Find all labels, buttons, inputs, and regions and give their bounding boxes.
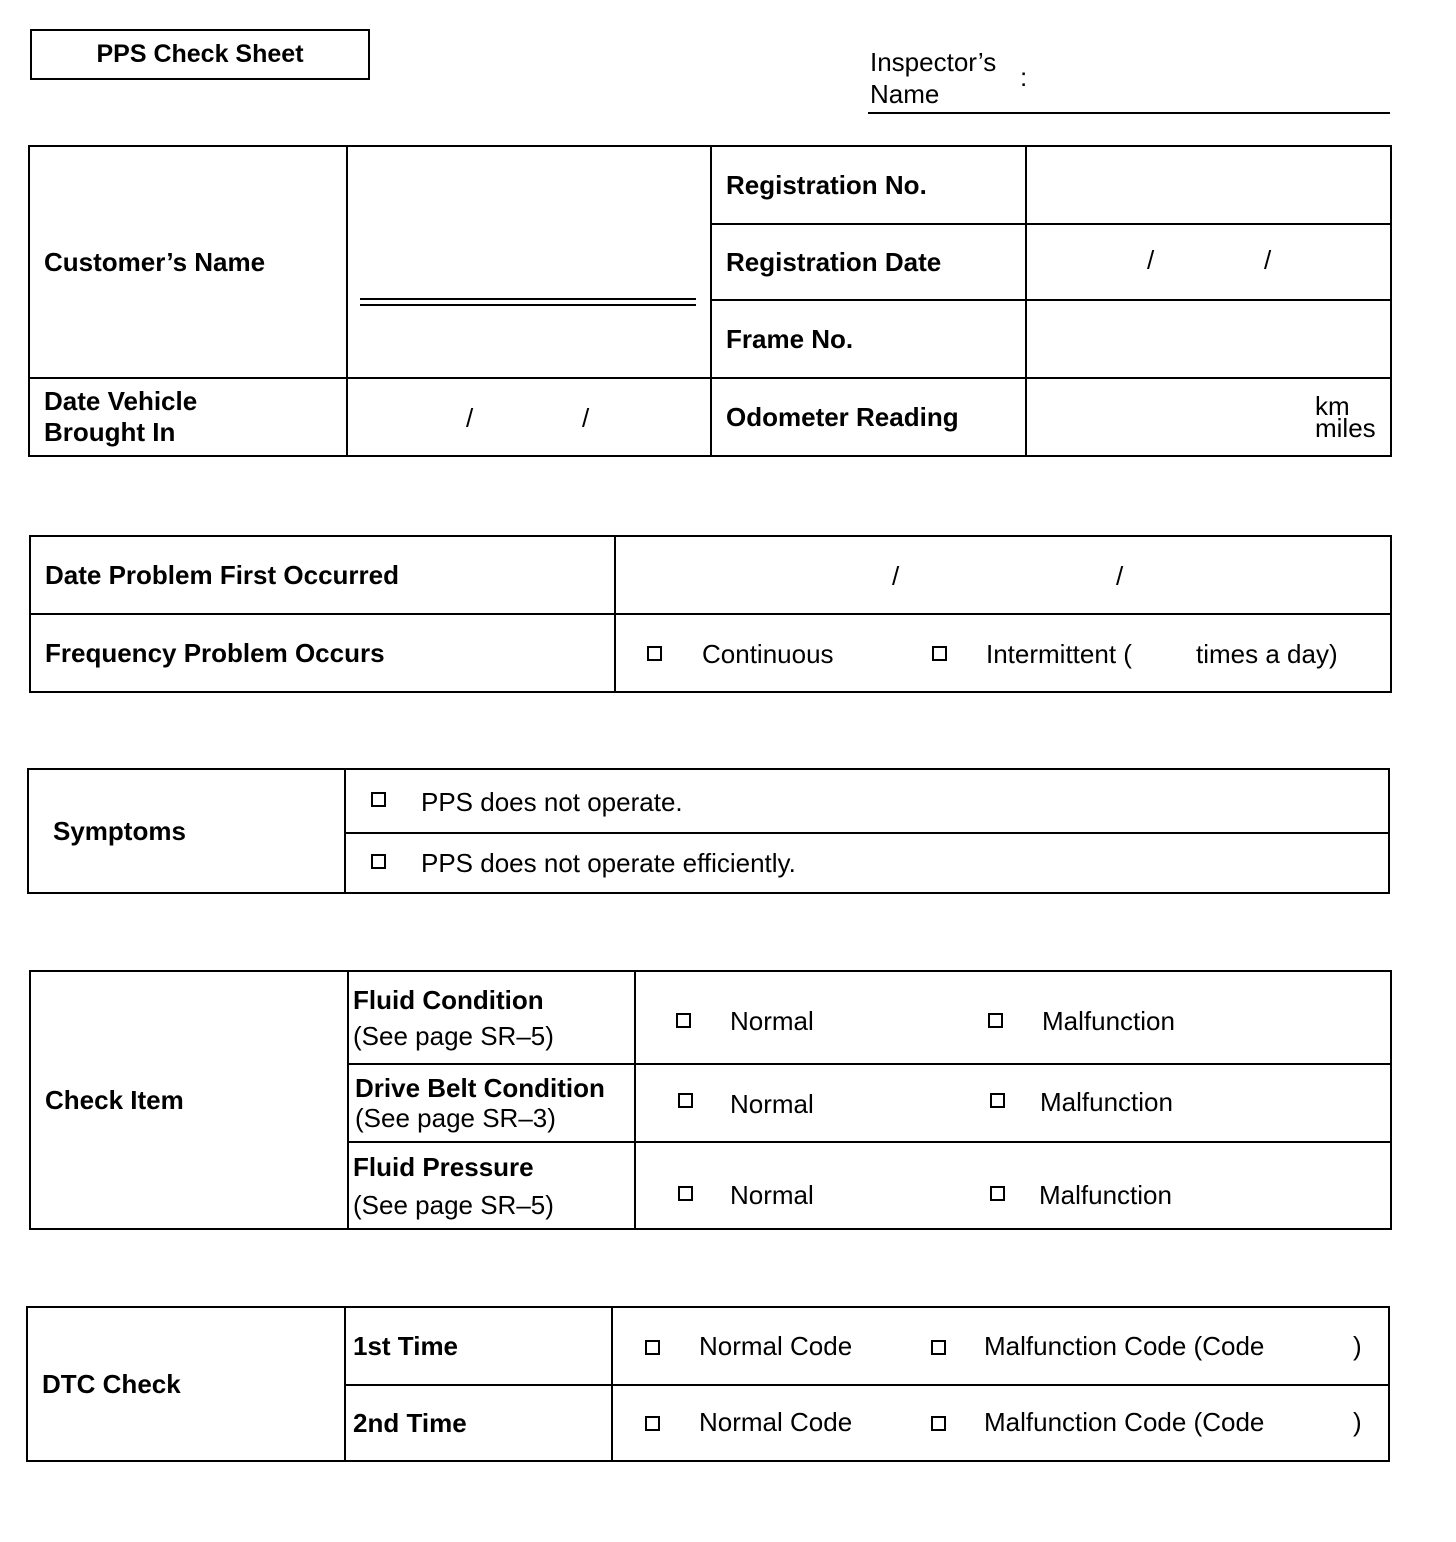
odometer-units — [1315, 391, 1376, 443]
unit-miles: miles — [1315, 413, 1376, 443]
malfunction-checkbox[interactable] — [988, 1013, 1003, 1028]
dtc-options — [612, 1385, 1389, 1461]
symptoms-label: Symptoms — [28, 769, 345, 893]
check-item-ref: (See page SR–3) — [355, 1103, 556, 1133]
date-separator: / — [582, 403, 590, 433]
dtc-check-label: DTC Check — [27, 1307, 345, 1461]
date-first-occurred-label: Date Problem First Occurred — [30, 536, 615, 614]
symptom-text: PPS does not operate efficiently. — [421, 848, 796, 878]
registration-date-label: Registration Date — [711, 224, 1026, 300]
date-separator: / — [1147, 245, 1155, 275]
dtc-time-label: 1st Time — [345, 1307, 612, 1385]
check-item-ref: (See page SR–5) — [353, 1020, 554, 1051]
vehicle-info-table — [28, 145, 1392, 457]
check-item-table — [29, 970, 1392, 1230]
check-item-ref: (See page SR–5) — [353, 1189, 554, 1220]
problem-table — [29, 535, 1392, 693]
frame-no-field[interactable] — [1026, 300, 1391, 378]
malfunction-code-label: Malfunction Code (Code — [984, 1331, 1265, 1361]
symptom-row — [345, 833, 1389, 893]
inspector-name-label — [870, 46, 996, 110]
times-a-day-label: times a day) — [1196, 639, 1338, 669]
malfunction-code-label: Malfunction Code (Code — [984, 1407, 1265, 1437]
date-brought-in-field[interactable] — [347, 378, 711, 456]
frequency-label: Frequency Problem Occurs — [30, 614, 615, 692]
malfunction-label: Malfunction — [1039, 1180, 1172, 1210]
continuous-label: Continuous — [702, 639, 834, 669]
registration-date-field[interactable] — [1026, 224, 1391, 300]
continuous-checkbox[interactable] — [647, 646, 662, 661]
frequency-options — [615, 614, 1391, 692]
intermittent-checkbox[interactable] — [932, 646, 947, 661]
normal-code-label: Normal Code — [699, 1407, 853, 1437]
unit-km: km — [1315, 391, 1350, 421]
date-separator: / — [1264, 245, 1272, 275]
date-brought-in-line2: Brought In — [44, 417, 176, 447]
check-item-name: Fluid Condition — [353, 984, 544, 1015]
normal-checkbox[interactable] — [678, 1186, 693, 1201]
check-item-name-cell — [348, 1064, 635, 1142]
customer-name-underline — [360, 298, 696, 306]
inspector-colon: : — [1020, 62, 1028, 92]
dtc-options — [612, 1307, 1389, 1385]
customer-name-field[interactable] — [347, 146, 711, 378]
malfunction-code-checkbox[interactable] — [931, 1340, 946, 1355]
odometer-field[interactable] — [1026, 378, 1391, 456]
malfunction-label: Malfunction — [1042, 1006, 1175, 1036]
odometer-label: Odometer Reading — [711, 378, 1026, 456]
normal-label: Normal — [730, 1180, 814, 1210]
dtc-time-label: 2nd Time — [345, 1385, 612, 1461]
registration-no-label: Registration No. — [711, 146, 1026, 224]
check-item-name-cell — [348, 971, 635, 1064]
normal-label: Normal — [730, 1089, 814, 1119]
malfunction-label: Malfunction — [1040, 1087, 1173, 1117]
normal-checkbox[interactable] — [676, 1013, 691, 1028]
customer-name-label: Customer’s Name — [29, 146, 347, 378]
registration-no-field[interactable] — [1026, 146, 1391, 224]
inspector-label-line1: Inspector’s — [870, 47, 997, 77]
normal-checkbox[interactable] — [678, 1093, 693, 1108]
check-item-label: Check Item — [30, 971, 348, 1229]
symptom-checkbox[interactable] — [371, 792, 386, 807]
intermittent-label: Intermittent ( — [986, 639, 1132, 669]
symptom-text: PPS does not operate. — [421, 787, 683, 817]
normal-label: Normal — [730, 1006, 814, 1036]
inspector-label-line2: Name — [870, 79, 940, 109]
normal-code-label: Normal Code — [699, 1331, 853, 1361]
inspector-name-field[interactable] — [868, 112, 1390, 114]
normal-code-checkbox[interactable] — [645, 1340, 660, 1355]
check-item-name: Fluid Pressure — [353, 1151, 534, 1182]
check-item-options — [635, 1142, 1391, 1229]
date-separator: / — [1116, 561, 1124, 591]
malfunction-checkbox[interactable] — [990, 1186, 1005, 1201]
check-item-options — [635, 971, 1391, 1064]
frame-no-label: Frame No. — [711, 300, 1026, 378]
dtc-check-table — [26, 1306, 1390, 1462]
code-close-paren: ) — [1353, 1331, 1362, 1361]
malfunction-code-checkbox[interactable] — [931, 1416, 946, 1431]
symptom-row — [345, 769, 1389, 833]
date-separator: / — [466, 403, 474, 433]
symptom-checkbox[interactable] — [371, 854, 386, 869]
date-first-occurred-field[interactable] — [615, 536, 1391, 614]
malfunction-checkbox[interactable] — [990, 1093, 1005, 1108]
check-item-name-cell — [348, 1142, 635, 1229]
symptoms-table — [27, 768, 1390, 894]
check-item-name: Drive Belt Condition — [355, 1073, 605, 1103]
check-item-options — [635, 1064, 1391, 1142]
date-separator: / — [892, 561, 900, 591]
normal-code-checkbox[interactable] — [645, 1416, 660, 1431]
date-brought-in-label — [29, 378, 347, 456]
sheet-title: PPS Check Sheet — [30, 29, 370, 80]
code-close-paren: ) — [1353, 1407, 1362, 1437]
date-brought-in-line1: Date Vehicle — [44, 386, 198, 416]
